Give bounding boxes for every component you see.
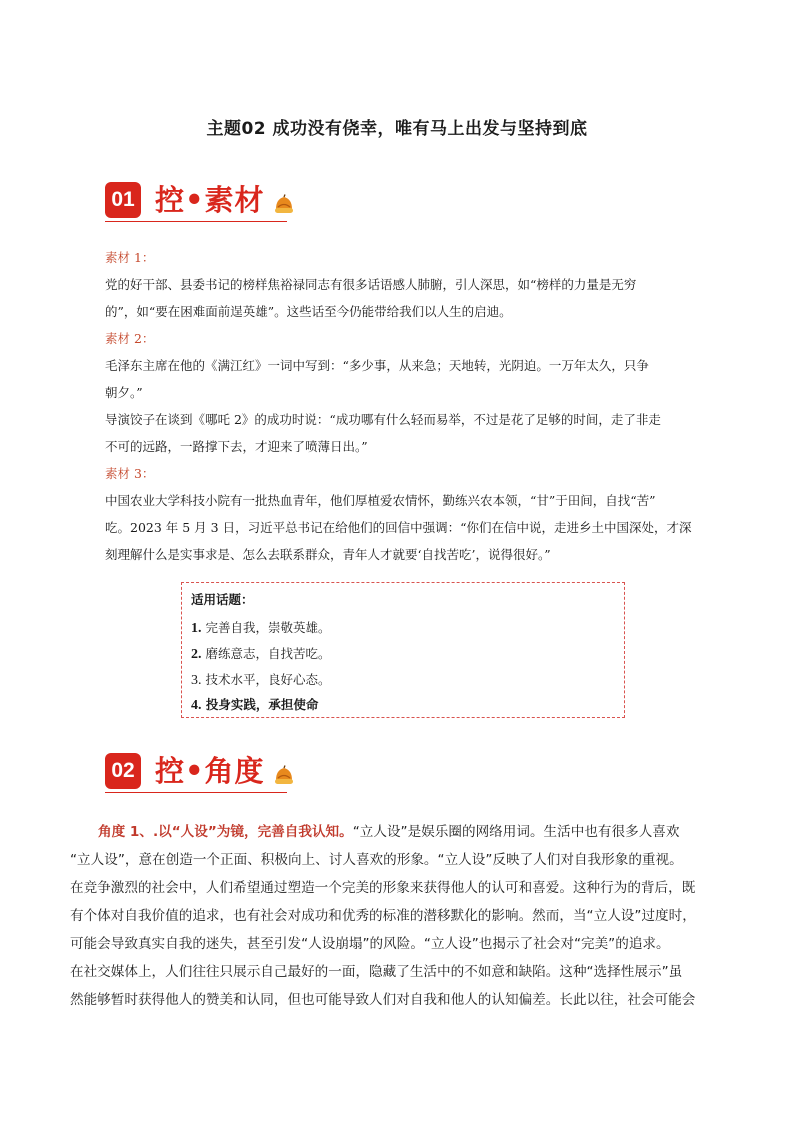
angle-label: 角度 1、.以“人设”为镜，完善自我认知。 <box>98 824 353 840</box>
section-title: 控•角度 <box>155 754 265 788</box>
text-line: 在社交媒体上，人们往往只展示自己最好的一面，隐藏了生活中的不如意和缺陷。这种“选择性展示”虽 <box>70 964 683 980</box>
topic-text: 磨练意志，自找苦吃。 <box>205 646 331 661</box>
section-number: 02 <box>105 753 141 789</box>
material-2 <box>105 325 720 460</box>
topic-text: 完善自我，崇敬英雄。 <box>205 620 331 635</box>
topics-heading: 适用话题： <box>191 592 254 607</box>
section-underline <box>105 792 287 793</box>
chestnut-icon <box>273 765 295 787</box>
text-line: 党的好干部、县委书记的榜样焦裕禄同志有很多话语感人肺腑，引人深思，如“榜样的力量是无穷 <box>105 277 637 292</box>
text-line: 毛泽东主席在他的《满江红》一词中写到：“多少事，从来急；天地转，光阴迫。一万年太久，只争 <box>105 358 649 373</box>
topic-number: 3. <box>191 673 202 688</box>
topic-item <box>191 644 331 663</box>
material-label: 素材 1： <box>105 250 155 265</box>
text-line: 刻理解什么是实事求是、怎么去联系群众，青年人才就要‘自找苦吃’，说得很好。” <box>105 547 551 562</box>
text-line: 吃。2023 年 5 月 3 日，习近平总书记在给他们的回信中强调：“你们在信中说，走进乡土中国深处，才深 <box>105 520 692 535</box>
material-label: 素材 2： <box>105 331 155 346</box>
chestnut-icon <box>273 194 295 216</box>
angle-text: “立人设”是娱乐圈的网络用词。生活中也有很多人喜欢 <box>352 824 680 840</box>
section-title: 控•素材 <box>155 183 265 217</box>
topic-number: 1. <box>191 621 202 636</box>
angle-paragraph <box>70 818 730 1014</box>
material-text <box>105 271 720 325</box>
topic-item <box>191 695 318 714</box>
topic-text: 投身实践，承担使命 <box>205 697 319 712</box>
text-line: “立人设”，意在创造一个正面、积极向上、讨人喜欢的形象。“立人设”反映了人们对自我形象的重视。 <box>70 852 683 868</box>
text-line <box>70 818 730 846</box>
text-line: 不可的远路，一路撑下去，才迎来了喷薄日出。” <box>105 439 368 454</box>
topic-text: 技术水平，良好心态。 <box>205 672 331 687</box>
text-line: 朝夕。” <box>105 385 143 400</box>
text-line: 然能够暂时获得他人的赞美和认同，但也可能导致人们对自我和他人的认知偏差。长此以往，社会可能会 <box>70 992 696 1008</box>
text-line: 可能会导致真实自我的迷失，甚至引发“人设崩塌”的风险。“立人设”也揭示了社会对“完美”的追求。 <box>70 936 670 952</box>
applicable-topics-box <box>181 582 625 718</box>
material-text <box>105 487 720 568</box>
material-text <box>105 352 720 460</box>
text-line: 有个体对自我价值的追求，也有社会对成功和优秀的标准的潜移默化的影响。然而，当“立人设”过度时， <box>70 908 696 924</box>
section-number: 01 <box>105 182 141 218</box>
material-1 <box>105 244 720 325</box>
text-line: 中国农业大学科技小院有一批热血青年，他们厚植爱农情怀，勤练兴农本领，“甘”于田间，自找“苦” <box>105 493 656 508</box>
topic-item <box>191 618 331 637</box>
material-label: 素材 3： <box>105 466 155 481</box>
material-3 <box>105 460 720 568</box>
topic-item <box>191 670 331 689</box>
text-line: 在竞争激烈的社会中，人们希望通过塑造一个完美的形象来获得他人的认可和喜爱。这种行为的背后，既 <box>70 880 696 896</box>
section-underline <box>105 221 287 222</box>
document-title: 主题02 成功没有侥幸，唯有马上出发与坚持到底 <box>206 119 588 139</box>
topic-number: 2. <box>191 647 202 662</box>
topic-number: 4. <box>191 698 202 713</box>
text-line: 导演饺子在谈到《哪吒 2》的成功时说：“成功哪有什么轻而易举，不过是花了足够的时间，走了非走 <box>105 412 661 427</box>
text-line: 的”，如“要在困难面前逞英雄”。这些话至今仍能带给我们以人生的启迪。 <box>105 304 512 319</box>
